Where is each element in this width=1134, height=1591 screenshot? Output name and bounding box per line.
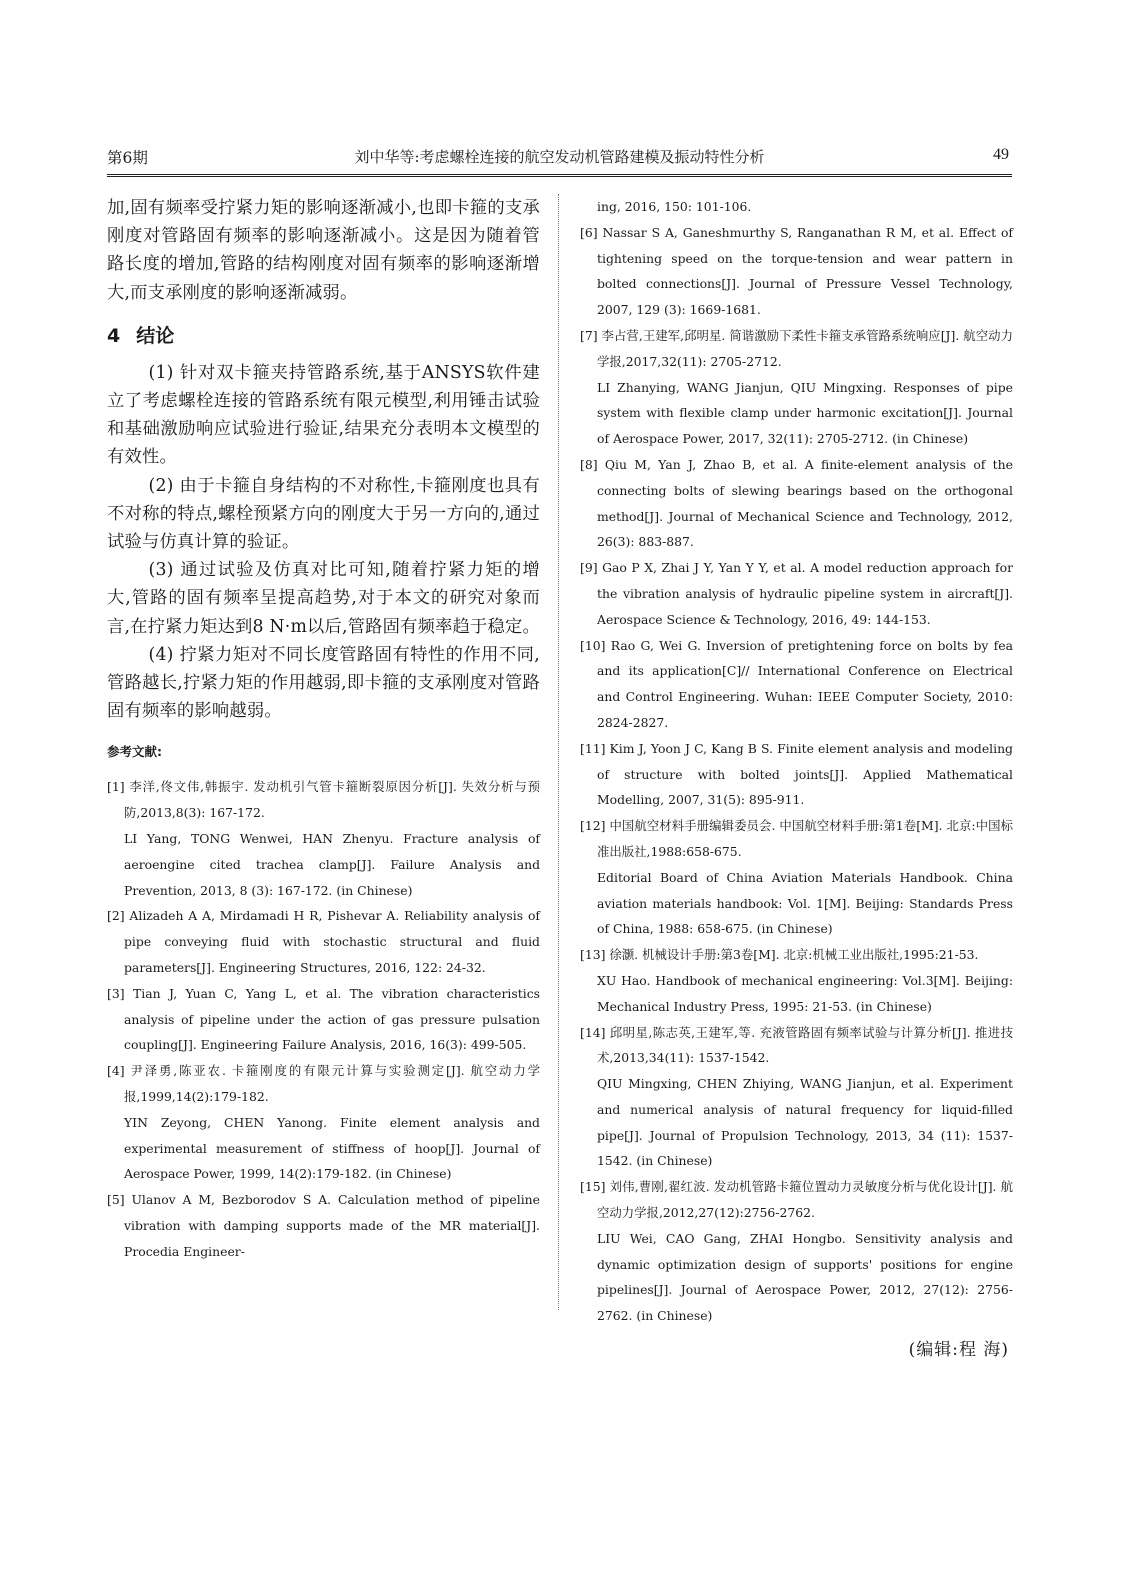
reference-id: [5] (107, 1192, 125, 1208)
reference-entry (107, 1187, 540, 1264)
reference-list-right (580, 220, 1013, 1329)
reference-text: Qiu M, Yan J, Zhao B, et al. A finite-element analysis of the connecting bolts of slewing bearings based on the orthogonal method[J]. Journal of Mechanical Science and Technology, 2012, 26(3): 883-887. (597, 456, 1013, 550)
reference-entry (580, 633, 1013, 736)
reference-text: Rao G, Wei G. Inversion of pretightening force on bolts by fea and its application[C]// International Conference on Electrical and Control Engineering. Wuhan: IEEE Computer Society, 2010: 2824-2827. (597, 637, 1013, 730)
conclusion-paragraph: (1) 针对双卡箍夹持管路系统,基于ANSYS软件建立了考虑螺栓连接的管路系统有限元模型,利用锤击试验和基础激励响应试验进行验证,结果充分表明本文模型的有效性。 (107, 362, 540, 468)
reference-translation (107, 1110, 540, 1187)
reference-entry (580, 220, 1013, 323)
reference-id: [15] (580, 1179, 606, 1195)
section-heading (107, 321, 540, 347)
reference-translation (580, 865, 1013, 942)
conclusion-paragraph: (2) 由于卡箍自身结构的不对称性,卡箍刚度也具有不对称的特点,螺栓预紧方向的刚度大于另一方向的,通过试验与仿真计算的验证。 (107, 475, 540, 553)
reference-entry (580, 813, 1013, 865)
reference-id: [6] (580, 224, 598, 240)
reference-id: [8] (580, 456, 598, 472)
reference-id: [2] (107, 908, 125, 924)
reference-continuation: ing, 2016, 150: 101-106. (597, 199, 752, 214)
reference-entry (580, 555, 1013, 632)
reference-text: 李占营,王建军,邱明星. 简谐激励下柔性卡箍支承管路系统响应[J]. 航空动力学报,2017,32(11): 2705-2712. (597, 327, 1013, 369)
reference-text: Ulanov A M, Bezborodov S A. Calculation method of pipeline vibration with damping supports made of the MR material[J]. Procedia Engineer- (124, 1192, 540, 1259)
reference-entry (107, 903, 540, 980)
column-divider (558, 194, 559, 1310)
reference-text: 中国航空材料手册编辑委员会. 中国航空材料手册:第1卷[M]. 北京:中国标准出版社,1988:658-675. (597, 818, 1013, 859)
reference-text: LIU Wei, CAO Gang, ZHAI Hongbo. Sensitivity analysis and dynamic optimization design of supports' positions for engine pipelines[J]. Journal of Aerospace Power, 2012, 27(12): 2756-2762. (in Chinese) (597, 1230, 1013, 1324)
references-heading: 参考文献: (107, 744, 162, 760)
reference-id: [11] (580, 740, 606, 756)
reference-id: [9] (580, 560, 598, 576)
section-number: 4 (107, 324, 121, 347)
running-title: 刘中华等:考虑螺栓连接的航空发动机管路建模及振动特性分析 (354, 148, 765, 166)
running-header (107, 142, 1012, 177)
reference-id: [7] (580, 327, 598, 343)
reference-translation (580, 1071, 1013, 1174)
reference-text: Editorial Board of China Aviation Materials Handbook. China aviation materials handbook: Vol. 1[M]. Beijing: Standards Press of China, 1988: 658-675. (in Chinese) (597, 869, 1013, 937)
reference-id: [12] (580, 818, 606, 834)
reference-id: [3] (107, 985, 125, 1001)
reference-text: LI Zhanying, WANG Jianjun, QIU Mingxing. Responses of pipe system with flexible clamp under harmonic excitation[J]. Journal of Aerospace Power, 2017, 32(11): 2705-2712. (in Chinese) (597, 379, 1013, 447)
reference-text: YIN Zeyong, CHEN Yanong. Finite element analysis and experimental measurement of stiffness of hoop[J]. Journal of Aerospace Power, 1999, 14(2):179-182. (in Chinese) (124, 1114, 540, 1182)
reference-text: 邱明星,陈志英,王建军,等. 充液管路固有频率试验与计算分析[J]. 推进技术,2013,34(11): 1537-1542. (597, 1024, 1013, 1066)
reference-text: LI Yang, TONG Wenwei, HAN Zhenyu. Fracture analysis of aeroengine cited trachea clamp[J]. Failure Analysis and Prevention, 2013, 8 (3): 167-172. (in Chinese) (124, 831, 540, 898)
issue-number: 第6期 (107, 149, 148, 167)
reference-text: 尹泽勇,陈亚农. 卡箍刚度的有限元计算与实验测定[J]. 航空动力学报,1999,14(2):179-182. (124, 1063, 540, 1105)
reference-text: Nassar S A, Ganeshmurthy S, Ranganathan R M, et al. Effect of tightening speed on the torque-tension and wear pattern in bolted connections[J]. Journal of Pressure Vessel Technology, 2007, 129 (3): 1669-1681. (597, 224, 1013, 318)
reference-text: 徐灏. 机械设计手册:第3卷[M]. 北京:机械工业出版社,1995:21-53. (609, 947, 979, 963)
reference-translation (580, 375, 1013, 452)
conclusion-paragraph: (3) 通过试验及仿真对比可知,随着拧紧力矩的增大,管路的固有频率呈提高趋势,对于本文的研究对象而言,在拧紧力矩达到8 N·m以后,管路固有频率趋于稳定。 (107, 560, 540, 637)
reference-entry (580, 942, 1013, 968)
page-number: 49 (993, 146, 1009, 163)
reference-entry (580, 736, 1013, 813)
section-title: 结论 (136, 324, 175, 347)
reference-translation (580, 1226, 1013, 1329)
reference-entry (580, 452, 1013, 555)
reference-text: 刘伟,曹刚,翟红波. 发动机管路卡箍位置动力灵敏度分析与优化设计[J]. 航空动力学报,2012,27(12):2756-2762. (597, 1179, 1013, 1221)
reference-text: QIU Mingxing, CHEN Zhiying, WANG Jianjun, et al. Experiment and numerical analysis of natural frequency for liquid-filled pipe[J]. Journal of Propulsion Technology, 2013, 34 (11): 1537-1542. (in Chinese) (597, 1076, 1013, 1169)
reference-entry (107, 1058, 540, 1110)
reference-id: [13] (580, 947, 606, 963)
reference-text: Alizadeh A A, Mirdamadi H R, Pishevar A. Reliability analysis of pipe conveying fluid with stochastic structural and fluid parameters[J]. Engineering Structures, 2016, 122: 24-32. (124, 908, 540, 976)
reference-entry (580, 323, 1013, 375)
reference-text: Gao P X, Zhai J Y, Yan Y Y, et al. A model reduction approach for the vibration analysis of hydraulic pipeline system in aircraft[J]. Aerospace Science & Technology, 2016, 49: 144-153. (597, 560, 1013, 627)
reference-translation (107, 826, 540, 903)
conclusion-paragraph: (4) 拧紧力矩对不同长度管路固有特性的作用不同,管路越长,拧紧力矩的作用越弱,即卡箍的支承刚度对管路固有频率的影响越弱。 (107, 644, 540, 722)
editor-credit: (编辑:程 海) (908, 1340, 1009, 1361)
reference-entry (107, 981, 540, 1058)
reference-id: [10] (580, 637, 606, 653)
reference-translation (580, 968, 1013, 1020)
reference-entry (580, 1174, 1013, 1226)
reference-list-left (107, 774, 540, 1264)
reference-entry (107, 774, 540, 826)
left-column (107, 194, 540, 1265)
reference-entry (580, 1020, 1013, 1072)
reference-text: Kim J, Yoon J C, Kang B S. Finite element analysis and modeling of structure with bolted joints[J]. Applied Mathematical Modelling, 2007, 31(5): 895-911. (597, 740, 1013, 808)
reference-id: [4] (107, 1063, 125, 1079)
reference-text: 李洋,佟文伟,韩振宇. 发动机引气管卡箍断裂原因分析[J]. 失效分析与预防,2013,8(3): 167-172. (124, 779, 540, 821)
reference-text: XU Hao. Handbook of mechanical engineering: Vol.3[M]. Beijing: Mechanical Industry Press, 1995: 21-53. (in Chinese) (597, 972, 1013, 1014)
reference-id: [1] (107, 779, 125, 795)
intro-paragraph: 加,固有频率受拧紧力矩的影响逐渐减小,也即卡箍的支承刚度对管路固有频率的影响逐渐减小。这是因为随着管路长度的增加,管路的结构刚度对固有频率的影响逐渐增大,而支承刚度的影响逐渐减弱。 (107, 198, 540, 303)
right-column (580, 194, 1013, 1360)
reference-id: [14] (580, 1024, 606, 1040)
reference-text: Tian J, Yuan C, Yang L, et al. The vibration characteristics analysis of pipeline under the action of gas pressure pulsation coupling[J]. Engineering Failure Analysis, 2016, 16(3): 499-505. (124, 985, 540, 1053)
